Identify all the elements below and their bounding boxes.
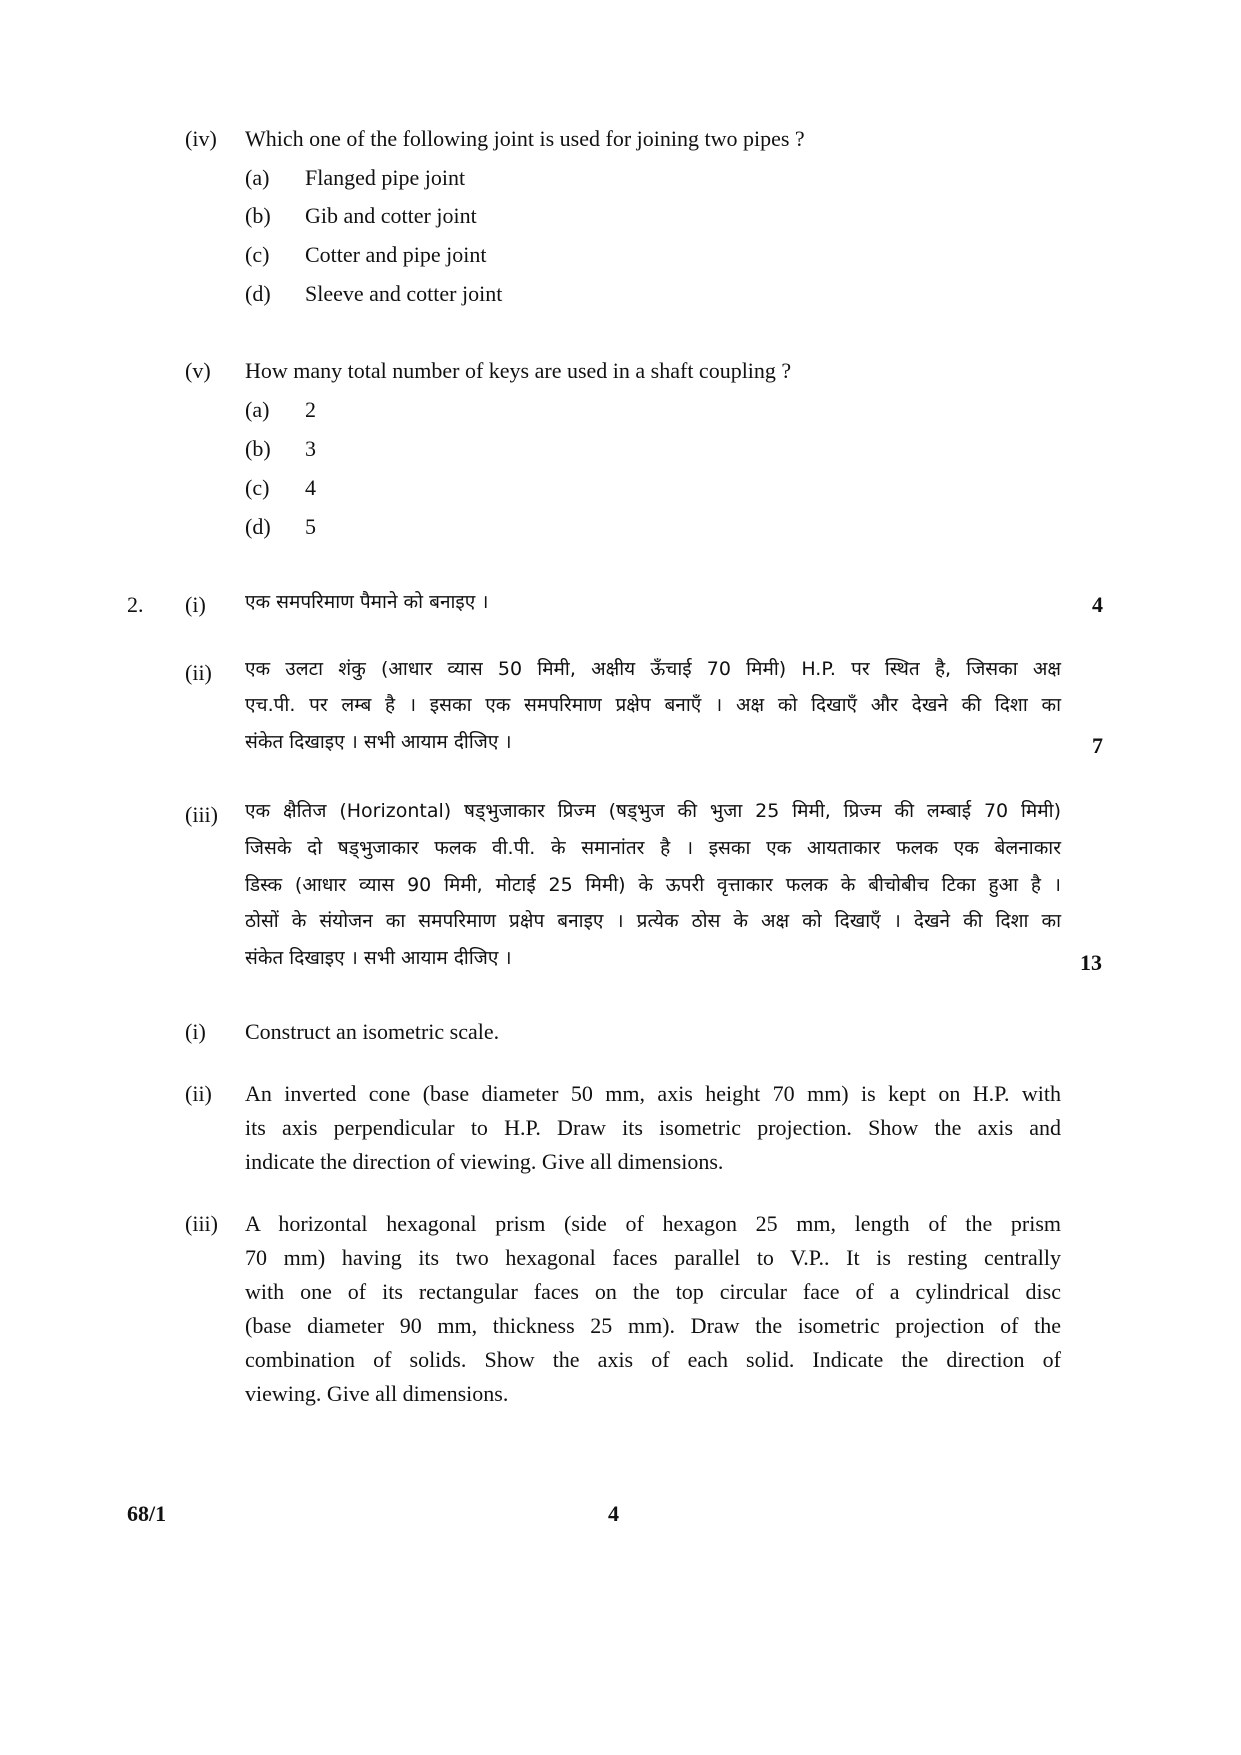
option-text: Sleeve and cotter joint	[305, 281, 503, 306]
sub-question-number: (iii)	[185, 802, 218, 827]
option-label: (b)	[245, 203, 271, 228]
question-text-line: 70 mm) having its two hexagonal faces parallel to V.P.. It is resting centrally	[245, 1245, 1061, 1270]
hindi-text-line: संकेत दिखाइए । सभी आयाम दीजिए ।	[245, 947, 512, 969]
option-text: Cotter and pipe joint	[305, 242, 487, 267]
hindi-text-line: एक उलटा शंकु (आधार व्यास 50 मिमी, अक्षीय ऊँचाई 70 मिमी) H.P. पर स्थित है, जिसका अक्ष	[245, 658, 1061, 680]
option-text: Gib and cotter joint	[305, 203, 477, 228]
option-label: (a)	[245, 165, 270, 190]
question-text: Construct an isometric scale.	[245, 1019, 500, 1044]
question-text-line: viewing. Give all dimensions.	[245, 1381, 509, 1406]
hindi-text-line: एच.पी. पर लम्ब है । इसका एक समपरिमाण प्रक्षेप बनाएँ । अक्ष को दिखाएँ और देखने की दिशा का	[245, 694, 1061, 716]
option-text: 2	[305, 397, 316, 422]
question-text: Which one of the following joint is used for joining two pipes ?	[245, 126, 805, 151]
option-label: (b)	[245, 436, 271, 461]
option-label: (c)	[245, 475, 270, 500]
question-text: How many total number of keys are used in a shaft coupling ?	[245, 358, 792, 383]
option-text: Flanged pipe joint	[305, 165, 466, 190]
option-label: (a)	[245, 397, 270, 422]
option-text: 3	[305, 436, 316, 461]
question-text-line: combination of solids. Show the axis of each solid. Indicate the direction of	[245, 1347, 1061, 1372]
sub-question-number: (iii)	[185, 1211, 218, 1236]
hindi-text-line: डिस्क (आधार व्यास 90 मिमी, मोटाई 25 मिमी) के ऊपरी वृत्ताकार फलक के बीचोबीच टिका हुआ है ।	[245, 874, 1061, 896]
hindi-text-line: एक क्षैतिज (Horizontal) षड्भुजाकार प्रिज्म (षड्भुज की भुजा 25 मिमी, प्रिज्म की लम्बाई 70 मिमी)	[245, 800, 1061, 822]
option-label: (d)	[245, 281, 271, 306]
question-text-line: A horizontal hexagonal prism (side of hexagon 25 mm, length of the prism	[245, 1211, 1061, 1236]
question-text-line: with one of its rectangular faces on the top circular face of a cylindrical disc	[245, 1279, 1061, 1304]
sub-question-number: (ii)	[185, 660, 212, 685]
option-text: 5	[305, 514, 316, 539]
marks: 13	[1080, 950, 1102, 975]
sub-question-number: (i)	[185, 592, 206, 617]
question-number: 2.	[127, 592, 144, 617]
option-label: (d)	[245, 514, 271, 539]
page-number: 4	[608, 1501, 619, 1526]
option-label: (c)	[245, 242, 270, 267]
marks: 4	[1092, 592, 1103, 617]
question-number: (v)	[185, 358, 211, 383]
question-text-line: An inverted cone (base diameter 50 mm, axis height 70 mm) is kept on H.P. with	[245, 1081, 1061, 1106]
sub-question-number: (ii)	[185, 1081, 212, 1106]
option-text: 4	[305, 475, 316, 500]
paper-code: 68/1	[127, 1501, 167, 1526]
hindi-text-line: ठोसों के संयोजन का समपरिमाण प्रक्षेप बनाइए । प्रत्येक ठोस के अक्ष को दिखाएँ । देखने की दिशा का	[245, 910, 1061, 932]
question-text-line: its axis perpendicular to H.P. Draw its isometric projection. Show the axis and	[245, 1115, 1061, 1140]
hindi-text-line: संकेत दिखाइए । सभी आयाम दीजिए ।	[245, 731, 512, 753]
marks: 7	[1092, 733, 1103, 758]
question-text-line: (base diameter 90 mm, thickness 25 mm). Draw the isometric projection of the	[245, 1313, 1061, 1338]
question-text-line: indicate the direction of viewing. Give all dimensions.	[245, 1149, 724, 1174]
question-number: (iv)	[185, 126, 217, 151]
hindi-text-line: जिसके दो षड्भुजाकार फलक वी.पी. के समानांतर है । इसका एक आयताकार फलक एक बेलनाकार	[245, 837, 1061, 859]
hindi-text-line: एक समपरिमाण पैमाने को बनाइए ।	[245, 591, 489, 613]
sub-question-number: (i)	[185, 1019, 206, 1044]
